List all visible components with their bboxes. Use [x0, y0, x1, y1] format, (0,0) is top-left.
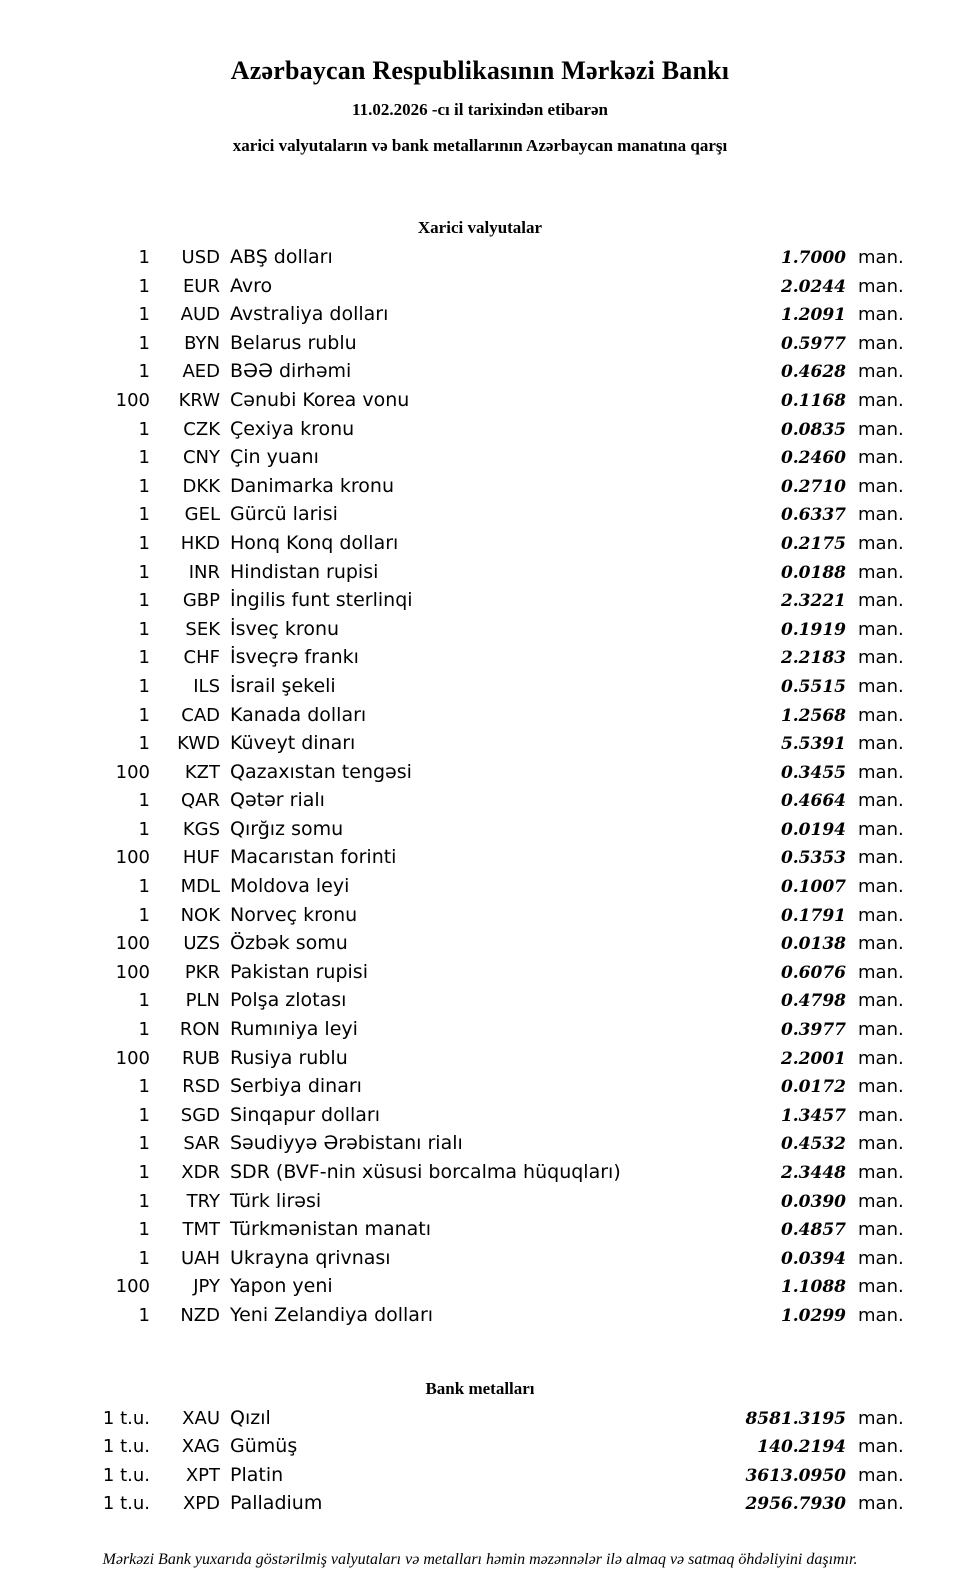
- table-row: [40, 503, 920, 532]
- currency-code: KZT: [184, 761, 220, 783]
- rate-unit: man.: [858, 247, 904, 268]
- rate-amount: 1 t.u.: [102, 1407, 150, 1429]
- rate-value: 3613.0950: [745, 1465, 846, 1486]
- rate-unit: man.: [858, 1464, 904, 1486]
- currency-name: Qazaxıstan tengəsi: [230, 760, 412, 783]
- rate-amount: 1: [138, 1162, 150, 1183]
- rate-value: 0.4664: [780, 791, 846, 812]
- rate-value: 5.5391: [780, 734, 846, 755]
- currency-code: TRY: [186, 1190, 220, 1212]
- currency-code: XDR: [181, 1162, 220, 1183]
- rate-amount: 1: [138, 561, 150, 583]
- rate-value: 2.2001: [780, 1048, 846, 1069]
- currency-name: Hindistan rupisi: [230, 560, 379, 583]
- currency-name: İsveçrə frankı: [230, 646, 359, 669]
- table-row: [40, 1047, 920, 1076]
- currency-code: SGD: [180, 1104, 220, 1126]
- rate-value: 0.0835: [780, 419, 846, 440]
- currency-code: PLN: [185, 990, 220, 1012]
- table-row: [40, 961, 920, 990]
- rate-value: 0.2460: [780, 448, 846, 469]
- currency-code: RUB: [181, 1047, 220, 1069]
- currency-name: Rusiya rublu: [230, 1046, 348, 1069]
- currency-name: ABŞ dolları: [230, 246, 333, 268]
- currency-code: NZD: [180, 1304, 220, 1326]
- table-row: [40, 246, 920, 275]
- currency-name: Ukrayna qrivnası: [230, 1246, 391, 1269]
- rate-value: 2.3448: [780, 1163, 846, 1183]
- rate-value: 2.0244: [780, 276, 846, 297]
- table-row: [40, 904, 920, 933]
- rate-amount: 100: [115, 389, 150, 411]
- section-title-currencies: Xarici valyutalar: [417, 218, 543, 237]
- table-row: [40, 418, 920, 447]
- currency-code: BYN: [184, 332, 220, 354]
- currency-name: Macarıstan forinti: [230, 846, 397, 869]
- rate-unit: man.: [858, 1493, 904, 1515]
- currency-code: RON: [179, 1019, 220, 1041]
- rate-amount: 1: [138, 1304, 150, 1326]
- table-row: [40, 1018, 920, 1047]
- table-row: [40, 932, 920, 961]
- currency-name: Sinqapur dolları: [230, 1103, 381, 1126]
- currency-name: Platin: [230, 1463, 284, 1486]
- currency-name: Norveç kronu: [230, 903, 358, 926]
- currency-name: Yeni Zelandiya dolları: [230, 1303, 434, 1326]
- rate-value: 0.5977: [780, 333, 846, 354]
- currency-name: Səudiyyə Ərəbistanı rialı: [230, 1132, 463, 1155]
- rate-unit: man.: [858, 361, 904, 383]
- rate-unit: man.: [858, 790, 904, 812]
- table-row: [40, 789, 920, 818]
- rate-value: 0.1919: [780, 619, 846, 640]
- currency-code: CZK: [183, 418, 220, 440]
- rate-unit: man.: [858, 1162, 904, 1183]
- currency-name: Honq Konq dolları: [230, 531, 399, 554]
- rate-unit: man.: [858, 1276, 904, 1298]
- table-row: [40, 1275, 920, 1304]
- currency-name: Avro: [230, 274, 273, 297]
- rate-value: 0.3977: [780, 1020, 846, 1041]
- rate-value: 0.4628: [780, 362, 846, 383]
- currency-code: UZS: [183, 933, 220, 955]
- effective-date: 11.02.2026 -cı il tarixindən etibarən: [352, 100, 608, 119]
- rate-unit: man.: [858, 647, 904, 669]
- currency-code: XAU: [182, 1407, 220, 1429]
- currency-name: İsrail şekeli: [230, 674, 336, 697]
- rate-amount: 1: [138, 1219, 150, 1241]
- rate-amount: 1: [138, 904, 150, 926]
- currency-code: XPT: [185, 1464, 220, 1486]
- rate-amount: 1: [138, 790, 150, 812]
- rate-amount: 1: [138, 361, 150, 383]
- rate-amount: 1: [138, 447, 150, 469]
- rate-unit: man.: [858, 1247, 904, 1269]
- rate-amount: 100: [115, 847, 150, 869]
- rate-value: 0.0394: [780, 1248, 846, 1269]
- currency-code: HKD: [180, 532, 220, 554]
- table-row: [40, 704, 920, 733]
- table-row: [40, 732, 920, 761]
- rate-unit: man.: [858, 904, 904, 926]
- table-row: [40, 1435, 920, 1464]
- rate-value: 1.2568: [780, 705, 846, 726]
- rate-unit: man.: [858, 961, 904, 983]
- currency-code: ILS: [193, 675, 220, 697]
- rate-unit: man.: [858, 447, 904, 469]
- rate-amount: 100: [115, 761, 150, 783]
- rate-unit: man.: [858, 275, 904, 297]
- currency-name: Türk lirəsi: [230, 1189, 322, 1212]
- currency-name: Yapon yeni: [230, 1275, 333, 1298]
- currency-code: EUR: [182, 275, 220, 297]
- rate-amount: 100: [115, 933, 150, 955]
- currency-rates-table: [40, 246, 920, 1333]
- currency-name: Qətər rialı: [230, 789, 325, 812]
- table-row: [40, 1161, 920, 1190]
- rate-amount: 100: [115, 961, 150, 983]
- currency-name: Avstraliya dolları: [230, 303, 389, 326]
- rate-value: 0.0172: [780, 1077, 846, 1098]
- table-row: [40, 875, 920, 904]
- rate-value: 0.6337: [780, 505, 846, 526]
- footer-note: Mərkəzi Bank yuxarıda göstərilmiş valyutaları və metalları həmin məzənnələr ilə almaq və satmaq öhdəliyini daşımır.: [102, 1550, 858, 1568]
- rate-amount: 1: [138, 618, 150, 640]
- currency-code: AED: [182, 361, 220, 383]
- currency-code: RSD: [182, 1076, 220, 1098]
- rate-value: 0.0390: [780, 1191, 846, 1212]
- currency-code: JPY: [193, 1276, 220, 1298]
- rate-value: 0.1168: [780, 390, 846, 411]
- rate-unit: man.: [858, 475, 904, 497]
- currency-name: Çin yuanı: [230, 446, 319, 469]
- currency-code: TMT: [182, 1219, 220, 1241]
- currency-code: SAR: [183, 1133, 220, 1155]
- currency-code: KWD: [177, 733, 220, 755]
- rate-value: 8581.3195: [745, 1408, 846, 1429]
- currency-code: XPD: [182, 1493, 220, 1515]
- currency-code: GBP: [182, 590, 220, 612]
- rate-value: 0.2175: [780, 533, 846, 554]
- rate-value: 0.4857: [780, 1220, 846, 1241]
- rate-amount: 1: [138, 733, 150, 755]
- currency-code: KGS: [182, 818, 220, 840]
- rate-unit: man.: [858, 1047, 904, 1069]
- currency-name: Gümüş: [230, 1435, 298, 1458]
- table-row: [40, 989, 920, 1018]
- currency-code: MDL: [180, 876, 220, 898]
- currency-code: KRW: [178, 389, 220, 411]
- rate-unit: man.: [858, 618, 904, 640]
- table-row: [40, 446, 920, 475]
- currency-code: AUD: [180, 304, 220, 326]
- currency-code: CHF: [183, 647, 220, 669]
- rate-amount: 1: [138, 1133, 150, 1155]
- rate-value: 0.0194: [780, 819, 846, 840]
- table-row: [40, 846, 920, 875]
- currency-name: Kanada dolları: [230, 703, 367, 726]
- metal-rows-body: [40, 1407, 920, 1521]
- table-row: [40, 275, 920, 304]
- rate-unit: man.: [858, 1133, 904, 1155]
- rate-value: 140.2194: [757, 1437, 846, 1458]
- rate-value: 0.5353: [780, 848, 846, 869]
- currency-name: İngilis funt sterlinqi: [230, 589, 413, 612]
- rate-value: 1.0299: [780, 1305, 846, 1326]
- rate-amount: 1: [138, 647, 150, 669]
- rate-unit: man.: [858, 847, 904, 869]
- rate-unit: man.: [858, 389, 904, 411]
- rate-amount: 1: [138, 247, 150, 268]
- rate-value: 0.3455: [780, 762, 846, 783]
- rate-amount: 1 t.u.: [102, 1493, 150, 1515]
- rate-unit: man.: [858, 590, 904, 612]
- page-subtitle: xarici valyutaların və bank metallarının Azərbaycan manatına qarşı: [232, 136, 728, 155]
- currency-code: DKK: [182, 475, 220, 497]
- rate-value: 1.1088: [780, 1277, 846, 1298]
- currency-name: Küveyt dinarı: [230, 732, 356, 755]
- table-row: [40, 818, 920, 847]
- rate-value: 0.0138: [780, 934, 846, 955]
- rate-value: 0.4532: [780, 1134, 846, 1155]
- currency-name: SDR (BVF-nin xüsusi borcalma hüquqları): [230, 1161, 621, 1183]
- rate-amount: 1: [138, 504, 150, 526]
- currency-code: XAG: [181, 1436, 220, 1458]
- currency-code: QAR: [181, 790, 220, 812]
- rate-value: 2956.7930: [745, 1494, 846, 1515]
- rate-amount: 1: [138, 1247, 150, 1269]
- currency-name: Pakistan rupisi: [230, 960, 368, 983]
- currency-name: Türkmənistan manatı: [230, 1218, 432, 1241]
- table-row: [40, 589, 920, 618]
- rate-value: 2.3221: [780, 591, 846, 612]
- rate-unit: man.: [858, 933, 904, 955]
- currency-code: PKR: [184, 961, 220, 983]
- rate-value: 1.2091: [780, 305, 846, 326]
- rate-amount: 1: [138, 1076, 150, 1098]
- rate-unit: man.: [858, 818, 904, 840]
- rate-amount: 1: [138, 418, 150, 440]
- rate-unit: man.: [858, 1304, 904, 1326]
- currency-code: INR: [188, 561, 220, 583]
- rate-amount: 1: [138, 590, 150, 612]
- table-row: [40, 475, 920, 504]
- currency-name: Çexiya kronu: [230, 417, 355, 440]
- rate-value: 0.4798: [780, 991, 846, 1012]
- table-row: [40, 332, 920, 361]
- rate-amount: 1: [138, 532, 150, 554]
- rate-amount: 100: [115, 1276, 150, 1298]
- currency-name: Qırğız somu: [230, 817, 344, 840]
- rate-value: 2.2183: [780, 648, 846, 669]
- rate-unit: man.: [858, 1190, 904, 1212]
- table-row: [40, 1218, 920, 1247]
- currency-name: Qızıl: [230, 1406, 271, 1429]
- table-row: [40, 303, 920, 332]
- table-row: [40, 1190, 920, 1219]
- rate-unit: man.: [858, 332, 904, 354]
- currency-name: Gürcü larisi: [230, 503, 338, 526]
- currency-name: İsveç kronu: [230, 617, 340, 640]
- table-row: [40, 1075, 920, 1104]
- rate-value: 0.2710: [780, 476, 846, 497]
- rate-value: 0.1007: [780, 877, 846, 898]
- rate-unit: man.: [858, 532, 904, 554]
- currency-code: UAH: [180, 1247, 220, 1269]
- rate-unit: man.: [858, 1436, 904, 1458]
- rate-amount: 1: [138, 876, 150, 898]
- table-row: [40, 389, 920, 418]
- currency-name: Belarus rublu: [230, 331, 357, 354]
- rate-unit: man.: [858, 876, 904, 898]
- currency-code: SEK: [185, 618, 220, 640]
- table-row: [40, 1104, 920, 1133]
- rate-unit: man.: [858, 304, 904, 326]
- rate-unit: man.: [858, 761, 904, 783]
- rate-amount: 1: [138, 704, 150, 726]
- table-row: [40, 1407, 920, 1436]
- rate-unit: man.: [858, 1219, 904, 1241]
- currency-code: CNY: [182, 447, 220, 469]
- rate-unit: man.: [858, 1019, 904, 1041]
- currency-code: GEL: [184, 504, 220, 526]
- rate-unit: man.: [858, 1407, 904, 1429]
- rate-amount: 1: [138, 304, 150, 326]
- section-title-metals: Bank metalları: [425, 1378, 535, 1398]
- rate-amount: 1: [138, 818, 150, 840]
- rate-amount: 1: [138, 1019, 150, 1041]
- table-row: [40, 561, 920, 590]
- rate-amount: 1: [138, 1190, 150, 1212]
- rate-unit: man.: [858, 704, 904, 726]
- table-row: [40, 1132, 920, 1161]
- currency-name: BƏƏ dirhəmi: [230, 360, 352, 383]
- currency-code: NOK: [180, 904, 220, 926]
- rate-value: 1.3457: [780, 1105, 846, 1126]
- table-row: [40, 360, 920, 389]
- currency-code: USD: [181, 247, 220, 268]
- currency-code: HUF: [182, 847, 220, 869]
- rate-value: 0.5515: [780, 676, 846, 697]
- table-row: [40, 1464, 920, 1493]
- rate-amount: 1: [138, 1104, 150, 1126]
- rate-amount: 1: [138, 990, 150, 1012]
- rate-value: 0.0188: [780, 562, 846, 583]
- rate-unit: man.: [858, 561, 904, 583]
- rate-amount: 1: [138, 332, 150, 354]
- rate-amount: 1: [138, 275, 150, 297]
- rate-unit: man.: [858, 1104, 904, 1126]
- currency-name: Palladium: [230, 1492, 323, 1515]
- currency-name: Serbiya dinarı: [230, 1075, 362, 1098]
- currency-name: Rumıniya leyi: [230, 1018, 358, 1041]
- currency-code: CAD: [181, 704, 220, 726]
- currency-name: Danimarka kronu: [230, 474, 395, 497]
- rate-unit: man.: [858, 504, 904, 526]
- page-header: [40, 56, 920, 156]
- table-row: [40, 761, 920, 790]
- currency-rows-body: [40, 246, 920, 1333]
- rate-amount: 100: [115, 1047, 150, 1069]
- currency-name: Polşa zlotası: [230, 989, 347, 1012]
- table-row: [40, 1304, 920, 1333]
- rate-unit: man.: [858, 733, 904, 755]
- rate-value: 1.7000: [780, 248, 846, 268]
- rate-amount: 1 t.u.: [102, 1464, 150, 1486]
- rate-amount: 1: [138, 475, 150, 497]
- rate-value: 0.1791: [780, 905, 846, 926]
- currency-name: Cənubi Korea vonu: [230, 388, 410, 411]
- currency-name: Moldova leyi: [230, 875, 350, 898]
- rate-amount: 1: [138, 675, 150, 697]
- table-row: [40, 1492, 920, 1521]
- table-row: [40, 675, 920, 704]
- currency-name: Özbək somu: [230, 932, 348, 955]
- rate-unit: man.: [858, 675, 904, 697]
- rate-value: 0.6076: [780, 962, 846, 983]
- rate-unit: man.: [858, 1076, 904, 1098]
- rate-unit: man.: [858, 990, 904, 1012]
- table-row: [40, 1247, 920, 1276]
- table-row: [40, 532, 920, 561]
- table-row: [40, 646, 920, 675]
- rate-unit: man.: [858, 418, 904, 440]
- table-row: [40, 618, 920, 647]
- rate-amount: 1 t.u.: [102, 1436, 150, 1458]
- metal-rates-table: [40, 1407, 920, 1521]
- page-title: Azərbaycan Respublikasının Mərkəzi Bankı: [230, 56, 730, 85]
